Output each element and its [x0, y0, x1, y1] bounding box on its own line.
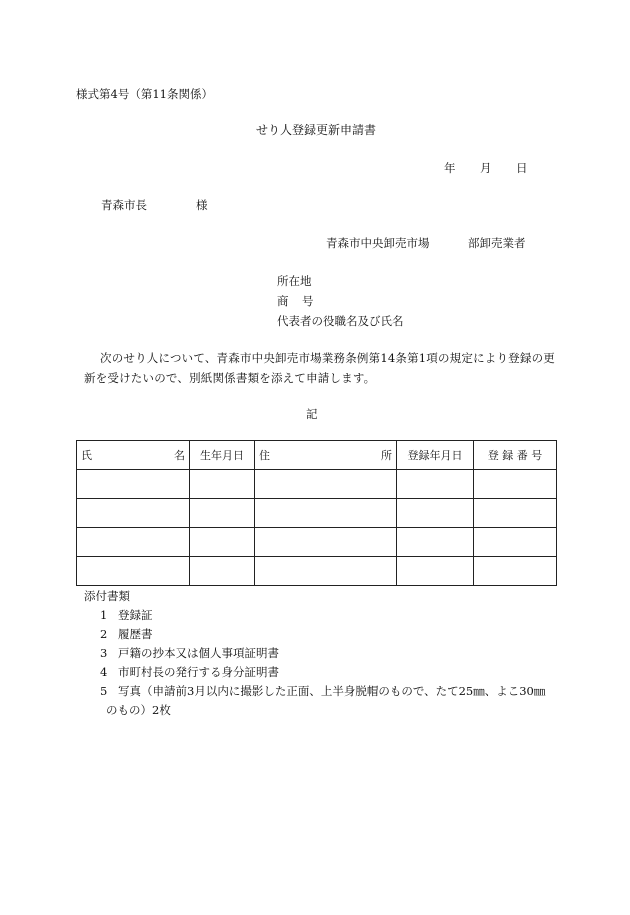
cell-registration-number[interactable]	[474, 470, 557, 499]
table-row	[77, 557, 557, 586]
attachment-number: 3	[100, 646, 108, 660]
attachment-item-continuation: のもの）2枚	[106, 703, 171, 717]
table-row	[77, 499, 557, 528]
table-row	[77, 528, 557, 557]
attachment-text: 登録証	[118, 608, 153, 622]
ki-label: 記	[306, 407, 318, 421]
cell-birth-date[interactable]	[190, 470, 255, 499]
section-name: 部卸売業者	[468, 236, 526, 250]
addressee-name: 青森市長	[101, 198, 147, 212]
field-trade-name-label: 商 号	[277, 294, 315, 308]
body-text-line-1: 次のせり人について、青森市中央卸売市場業務条例第14条第1項の規定により登録の更	[100, 351, 555, 365]
cell-registration-date[interactable]	[397, 528, 474, 557]
market-name: 青森市中央卸売市場	[326, 236, 430, 250]
attachment-item	[100, 645, 279, 661]
field-location-label: 所在地	[277, 274, 312, 288]
table-header-row	[77, 441, 557, 470]
header-birth-date: 生年月日	[190, 441, 255, 470]
field-representative-label: 代表者の役職名及び氏名	[277, 314, 404, 328]
attachments-heading: 添付書類	[84, 589, 130, 603]
header-address-right: 所	[381, 449, 392, 462]
header-address-left: 住	[259, 449, 270, 462]
form-number-label: 様式第4号（第11条関係）	[76, 87, 213, 101]
cell-address[interactable]	[255, 470, 397, 499]
cell-address[interactable]	[255, 557, 397, 586]
date-day: 日	[516, 161, 528, 175]
attachment-text: 戸籍の抄本又は個人事項証明書	[118, 646, 279, 660]
table-row	[77, 470, 557, 499]
cell-name[interactable]	[77, 499, 190, 528]
header-registration-date: 登録年月日	[397, 441, 474, 470]
cell-registration-number[interactable]	[474, 557, 557, 586]
attachment-number: 1	[100, 608, 108, 622]
attachment-number: 2	[100, 627, 108, 641]
header-address	[255, 441, 397, 470]
cell-birth-date[interactable]	[190, 557, 255, 586]
attachment-item	[100, 607, 153, 623]
cell-name[interactable]	[77, 528, 190, 557]
attachment-text: 履歴書	[118, 627, 153, 641]
attachment-item	[100, 626, 153, 642]
attachment-number: 5	[100, 684, 108, 698]
header-name-left: 氏	[81, 449, 92, 462]
attachment-text: 写真（申請前3月以内に撮影した正面、上半身脱帽のもので、たて25㎜、よこ30㎜	[118, 684, 546, 698]
cell-registration-number[interactable]	[474, 528, 557, 557]
document-title: せり人登録更新申請書	[256, 123, 377, 137]
date-year: 年	[444, 161, 456, 175]
attachment-number: 4	[100, 665, 108, 679]
cell-registration-date[interactable]	[397, 499, 474, 528]
cell-address[interactable]	[255, 528, 397, 557]
cell-birth-date[interactable]	[190, 499, 255, 528]
cell-name[interactable]	[77, 557, 190, 586]
body-text-line-2: 新を受けたいので、別紙関係書類を添えて申請します。	[84, 371, 376, 385]
cell-registration-number[interactable]	[474, 499, 557, 528]
addressee-honorific: 様	[196, 198, 208, 212]
header-name	[77, 441, 190, 470]
attachment-item	[100, 683, 545, 699]
cell-birth-date[interactable]	[190, 528, 255, 557]
attachment-item	[100, 664, 279, 680]
cell-name[interactable]	[77, 470, 190, 499]
cell-registration-date[interactable]	[397, 557, 474, 586]
header-registration-number: 登 録 番 号	[474, 441, 557, 470]
applicant-table	[76, 440, 557, 586]
cell-address[interactable]	[255, 499, 397, 528]
header-name-right: 名	[174, 449, 185, 462]
date-month: 月	[480, 161, 492, 175]
attachment-text: 市町村長の発行する身分証明書	[118, 665, 279, 679]
cell-registration-date[interactable]	[397, 470, 474, 499]
